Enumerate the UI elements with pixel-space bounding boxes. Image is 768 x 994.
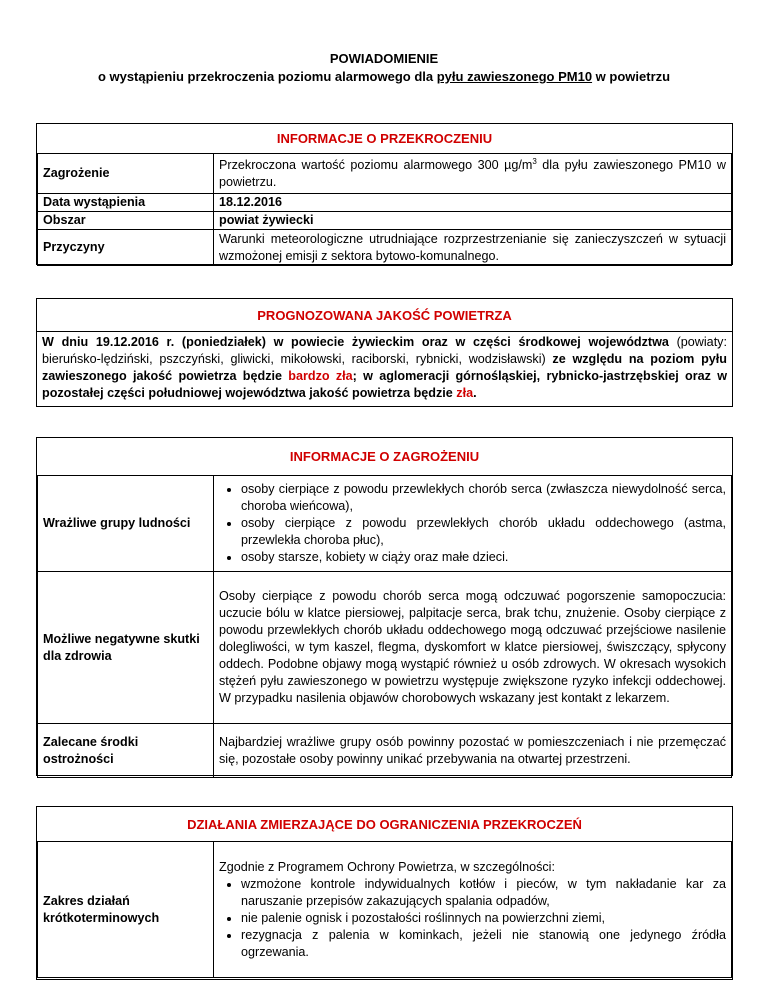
row-value: Warunki meteorologiczne utrudniające rozprzestrzenianie się zanieczyszczeń w sytuacji wzmożonej emisji z sektora bytowo-komunalnego. — [214, 230, 732, 266]
table-row — [38, 476, 732, 572]
row-value: 18.12.2016 — [214, 194, 732, 212]
table-row — [38, 230, 732, 266]
row-value — [214, 476, 732, 572]
row-label: Przyczyny — [38, 230, 214, 266]
table-row — [38, 724, 732, 778]
sensitive-groups-list — [219, 481, 726, 566]
row-label: Zakres działań krótkoterminowych — [38, 842, 214, 978]
row-value: powiat żywiecki — [214, 212, 732, 230]
row-label: Wrażliwe grupy ludności — [38, 476, 214, 572]
actions-section — [36, 806, 733, 980]
section-heading: DZIAŁANIA ZMIERZAJĄCE DO OGRANICZENIA PRZEKROCZEŃ — [187, 817, 582, 832]
row-label: Obszar — [38, 212, 214, 230]
list-item: • rezygnacja z palenia w kominkach, jeżeli nie stanowią one jedynego źródła ogrzewania. — [241, 927, 726, 961]
row-value: Najbardziej wrażliwe grupy osób powinny pozostać w pomieszczeniach i nie przemęczać się, pozostałe osoby powinny unikać przebywania na otwartej przestrzeni. — [214, 724, 732, 778]
forecast-text: W dniu 19.12.2016 r. (poniedziałek) w powiecie żywieckim oraz w części środkowej województwa (powiaty: bieruńsko-lędziński, pszczyński, gliwicki, mikołowski, raciborski, rybnicki, wodzisławski) ze względu na poziom pyłu zawieszonego jakość powietrza będzie bardzo zła; w aglomeracji górnośląskiej, rybnicko-jastrzębskiej oraz w pozostałej części południowej województwa jakość powietrza będzie zła. — [42, 335, 727, 400]
row-label: Zagrożenie — [38, 154, 214, 194]
threat-info-section — [36, 437, 733, 776]
document-subtitle: o wystąpieniu przekroczenia poziomu alarmowego dla pyłu zawieszonego PM10 w powietrzu — [97, 69, 671, 84]
exceedance-info-section — [36, 123, 733, 265]
section-heading: INFORMACJE O ZAGROŻENIU — [289, 449, 480, 464]
row-value — [214, 842, 732, 978]
row-label: Możliwe negatywne skutki dla zdrowia — [38, 572, 214, 724]
row-value: Osoby cierpiące z powodu chorób serca mogą odczuwać pogorszenie samopoczucia: uczucie bólu w klatce piersiowej, palpitacje serca, brak tchu, znużenie. Osoby cierpiące z powodu przewlekłych chorób układu oddechowego mogą odczuwać przejściowe nasilenie dolegliwości, w tym kaszel, flegma, dyskomfort w klatce piersiowej, świszczący, spłycony oddech. Podobne objawy mogą wystąpić również u osób zdrowych. W okresach wysokich stężeń pyłu zawieszonego w powietrzu występuje zwiększone ryzyko infekcji oddechowej. W przypadku nasilenia objawów chorobowych wskazany jest kontakt z lekarzem. — [214, 572, 732, 724]
document-title: POWIADOMIENIE — [329, 51, 439, 66]
table-row — [38, 212, 732, 230]
forecast-section — [36, 298, 733, 407]
row-label: Zalecane środki ostrożności — [38, 724, 214, 778]
list-item: • osoby starsze, kobiety w ciąży oraz małe dzieci. — [241, 549, 726, 566]
row-value: Przekroczona wartość poziomu alarmowego 300 $\mu g/m^3$ dla pyłu zawieszonego PM10 w powietrzu. — [214, 154, 732, 194]
table-row — [38, 572, 732, 724]
section-heading: PROGNOZOWANA JAKOŚĆ POWIETRZA — [37, 299, 732, 332]
table-row — [38, 154, 732, 194]
actions-list — [219, 876, 726, 961]
table-row — [38, 842, 732, 978]
list-item: • osoby cierpiące z powodu przewlekłych chorób układu oddechowego (astma, przewlekła choroba płuc), — [241, 515, 726, 549]
row-label: Data wystąpienia — [38, 194, 214, 212]
section-heading: INFORMACJE O PRZEKROCZENIU — [276, 131, 493, 146]
list-item: • nie palenie ognisk i pozostałości roślinnych na powierzchni ziemi, — [241, 910, 726, 927]
actions-intro: Zgodnie z Programem Ochrony Powietrza, w szczególności: — [219, 859, 555, 874]
list-item: • wzmożone kontrole indywidualnych kotłów i pieców, w tym nakładanie kar za naruszanie przepisów zakazujących spalania odpadów, — [241, 876, 726, 910]
list-item: • osoby cierpiące z powodu przewlekłych chorób serca (zwłaszcza niewydolność serca, choroba wieńcowa), — [241, 481, 726, 515]
table-row — [38, 194, 732, 212]
